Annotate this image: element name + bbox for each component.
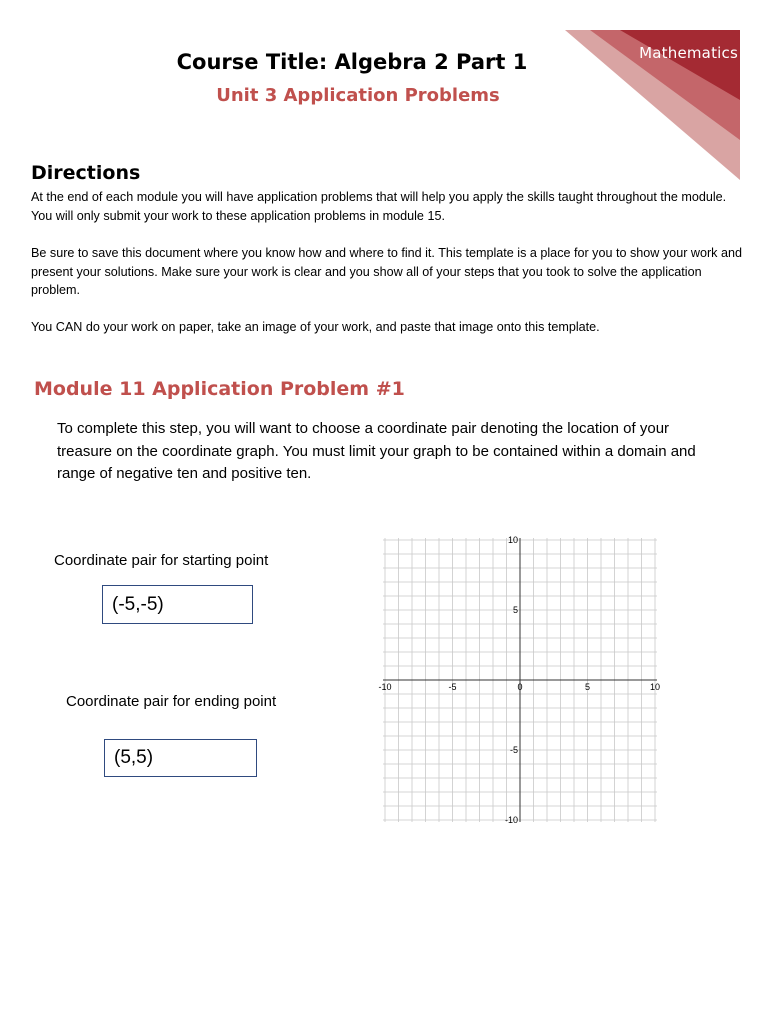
course-title: Course Title: Algebra 2 Part 1 xyxy=(176,50,528,74)
y-tick-label: -10 xyxy=(504,815,518,825)
y-tick-label: -5 xyxy=(509,745,518,755)
coordinate-graph xyxy=(378,535,661,825)
ending-point-box[interactable]: (5,5) xyxy=(104,739,257,777)
x-tick-label: 5 xyxy=(584,682,591,692)
x-tick-label: -5 xyxy=(448,682,457,692)
directions-paragraph-1: At the end of each module you will have application problems that will help you apply the skills taught throughout the module. You will only submit your work to these application problems in module 15. xyxy=(31,190,727,223)
x-tick-label: 10 xyxy=(649,682,661,692)
x-tick-label: -10 xyxy=(378,682,392,692)
y-tick-label: 5 xyxy=(512,605,518,615)
x-tick-label: 0 xyxy=(517,682,523,692)
directions-paragraph-2: Be sure to save this document where you know how and where to find it. This template is a place for you to show your work and present your solutions. Make sure your work is clear and you show all of your steps that you took to solve the application problem. xyxy=(31,246,742,297)
starting-point-label: Coordinate pair for starting point xyxy=(54,552,269,569)
directions-heading: Directions xyxy=(31,162,141,184)
unit-title: Unit 3 Application Problems xyxy=(216,85,500,106)
directions-paragraph-3: You CAN do your work on paper, take an image of your work, and paste that image onto this template. xyxy=(31,320,600,334)
module-description: To complete this step, you will want to choose a coordinate pair denoting the location of your treasure on the coordinate graph. You must limit your graph to be contained within a domain and range of negative ten and positive ten. xyxy=(57,420,696,482)
ending-point-label: Coordinate pair for ending point xyxy=(66,693,277,710)
module-title: Module 11 Application Problem #1 xyxy=(34,378,405,400)
subject-label: Mathematics xyxy=(639,44,738,62)
starting-point-box[interactable]: (-5,-5) xyxy=(102,585,253,624)
y-tick-label: 10 xyxy=(507,535,518,545)
